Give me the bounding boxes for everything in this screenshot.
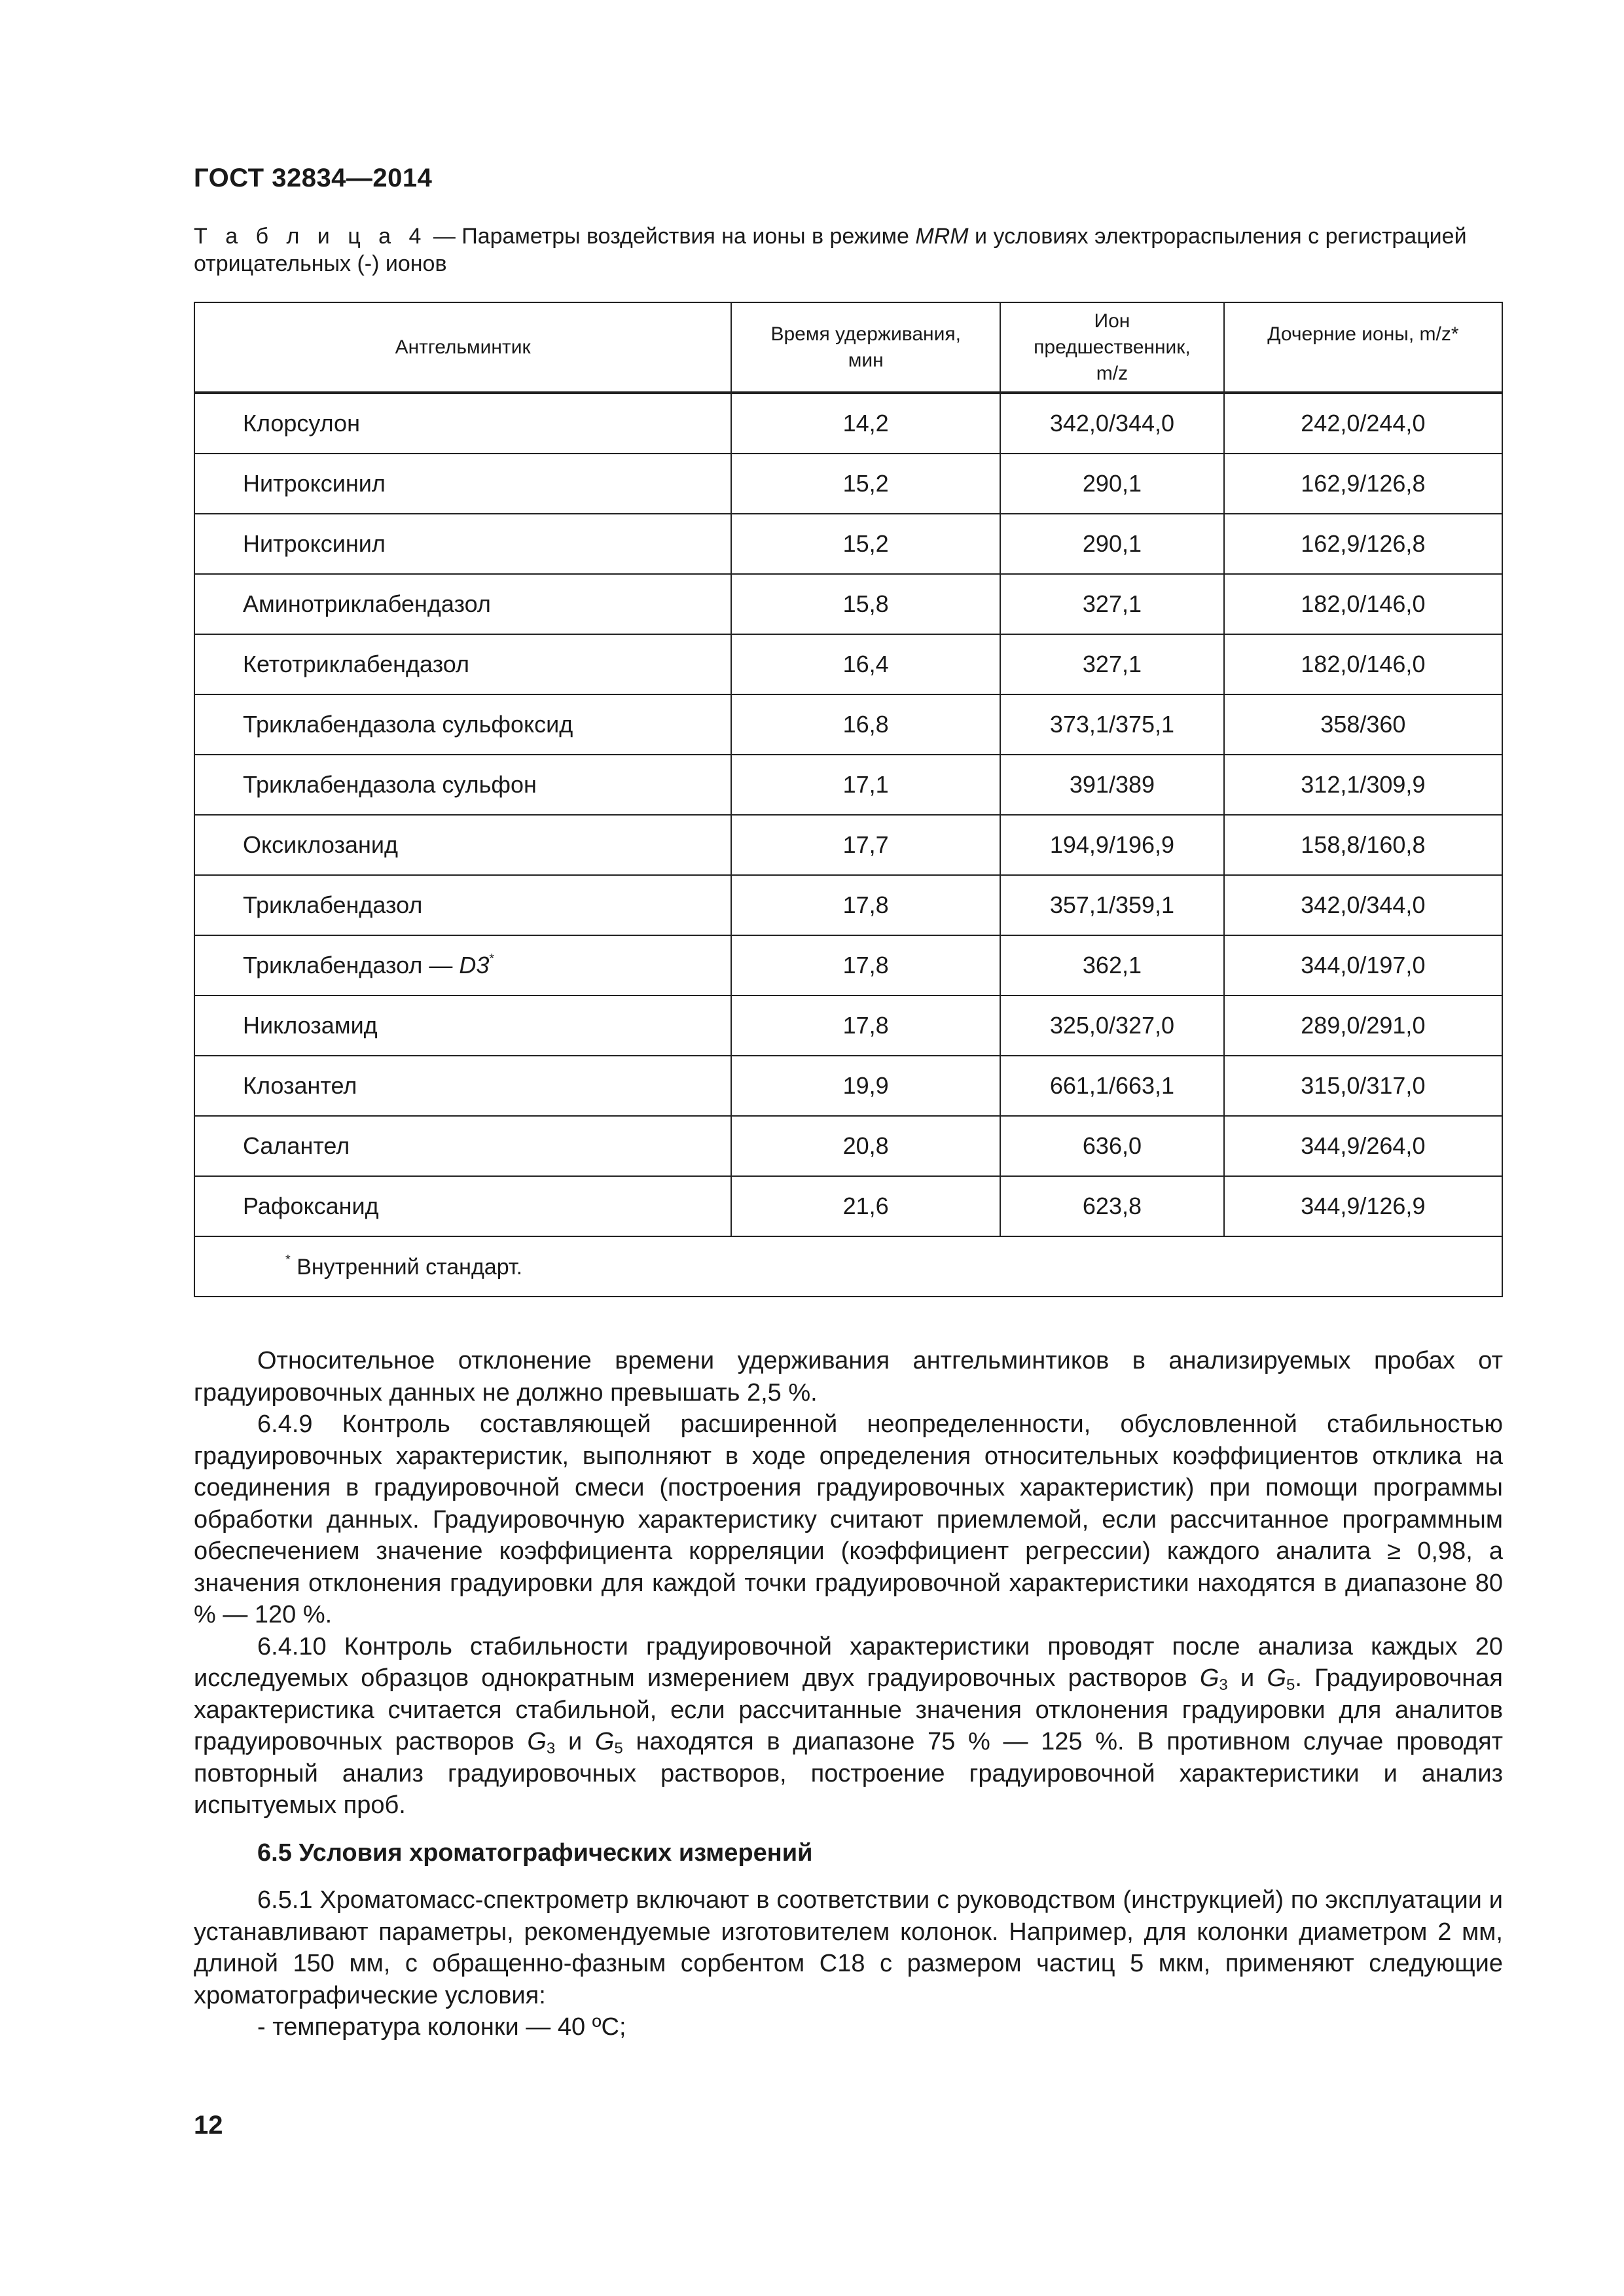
cell-name: Оксиклозанид bbox=[194, 815, 731, 875]
cell-name-italic: D3 bbox=[459, 952, 490, 978]
table-row bbox=[194, 574, 1502, 634]
table-row bbox=[194, 996, 1502, 1056]
table-row bbox=[194, 815, 1502, 875]
cell-time: 17,8 bbox=[731, 875, 1000, 935]
cell-name: Клорсулон bbox=[194, 393, 731, 454]
cell-name bbox=[194, 935, 731, 996]
g5-symbol: G bbox=[1267, 1664, 1286, 1692]
table-footnote bbox=[194, 1236, 1502, 1297]
cell-name: Кетотриклабендазол bbox=[194, 634, 731, 694]
cell-daughter: 158,8/160,8 bbox=[1224, 815, 1502, 875]
cell-name: Нитроксинил bbox=[194, 514, 731, 574]
cell-time: 15,2 bbox=[731, 514, 1000, 574]
cell-name: Триклабендазола сульфон bbox=[194, 755, 731, 815]
p3-and-2: и bbox=[555, 1728, 595, 1755]
cell-precursor: 194,9/196,9 bbox=[1000, 815, 1224, 875]
cell-name-footnote-mark: * bbox=[489, 952, 495, 966]
g5-subscript: 5 bbox=[1286, 1676, 1295, 1694]
g3-symbol: G bbox=[1199, 1664, 1219, 1692]
cell-daughter: 315,0/317,0 bbox=[1224, 1056, 1502, 1116]
cell-daughter: 289,0/291,0 bbox=[1224, 996, 1502, 1056]
paragraph-6-4-9: 6.4.9 Контроль составляющей расширенной неопределенности, обусловленной стабильностью градуировочных характеристик, выполняют в ходе определения относительных коэффициентов отклика на соединения в градуировочной смеси (построения градуировочных характеристик) при помощи программы обработки данных. Градуировочную характеристику считают приемлемой, если рассчитанное программным обеспечением значение коэффициента корреляции (коэффициент регрессии) каждого аналита ≥ 0,98, а значения отклонения градуировки для каждой точки градуировочной характеристики находятся в диапазоне 80 % — 120 %. bbox=[194, 1410, 1503, 1628]
p3-part-b: . Градуировочная характеристика считается стабильной, если рассчитанные значения отклонения градуировки для аналитов градуировочных растворов bbox=[194, 1664, 1503, 1755]
cell-name: Триклабендазола сульфоксид bbox=[194, 694, 731, 755]
cell-time: 16,8 bbox=[731, 694, 1000, 755]
header-retention-time-text: Время удерживания, мин bbox=[770, 323, 961, 371]
cell-daughter: 182,0/146,0 bbox=[1224, 634, 1502, 694]
document-header: ГОСТ 32834—2014 bbox=[194, 164, 433, 192]
cell-daughter: 358/360 bbox=[1224, 694, 1502, 755]
cell-daughter: 242,0/244,0 bbox=[1224, 393, 1502, 454]
cell-daughter: 162,9/126,8 bbox=[1224, 514, 1502, 574]
table-body bbox=[194, 393, 1502, 1297]
cell-time: 17,7 bbox=[731, 815, 1000, 875]
table-row bbox=[194, 1056, 1502, 1116]
cell-daughter: 344,9/264,0 bbox=[1224, 1116, 1502, 1176]
cell-daughter: 342,0/344,0 bbox=[1224, 875, 1502, 935]
p3-part-c: находятся в диапазоне 75 % — 125 %. В противном случае проводят повторный анализ градуировочных растворов, построение градуировочной характеристики и анализ испытуемых проб. bbox=[194, 1728, 1504, 1819]
table-row bbox=[194, 454, 1502, 514]
cell-precursor: 325,0/327,0 bbox=[1000, 996, 1224, 1056]
cell-name: Никлозамид bbox=[194, 996, 731, 1056]
cell-daughter: 344,9/126,9 bbox=[1224, 1176, 1502, 1236]
cell-name: Нитроксинил bbox=[194, 454, 731, 514]
table-row bbox=[194, 634, 1502, 694]
cell-precursor: 357,1/359,1 bbox=[1000, 875, 1224, 935]
cell-name: Аминотриклабендазол bbox=[194, 574, 731, 634]
cell-time: 17,8 bbox=[731, 935, 1000, 996]
g5-subscript-2: 5 bbox=[614, 1740, 623, 1757]
header-precursor-ion-text: Ион предшественник, m/z bbox=[1034, 310, 1191, 384]
cell-precursor: 327,1 bbox=[1000, 574, 1224, 634]
cell-precursor: 290,1 bbox=[1000, 514, 1224, 574]
cell-precursor: 362,1 bbox=[1000, 935, 1224, 996]
cell-daughter: 344,0/197,0 bbox=[1224, 935, 1502, 996]
page-number: 12 bbox=[194, 2111, 223, 2140]
table-caption-mrm: MRM bbox=[915, 224, 969, 249]
cell-precursor: 636,0 bbox=[1000, 1116, 1224, 1176]
cell-precursor: 373,1/375,1 bbox=[1000, 694, 1224, 755]
table-caption-label: Т а б л и ц а 4 bbox=[194, 224, 427, 249]
cell-name: Клозантел bbox=[194, 1056, 731, 1116]
g3-subscript: 3 bbox=[1219, 1676, 1228, 1694]
cell-precursor: 342,0/344,0 bbox=[1000, 393, 1224, 454]
g3-symbol-2: G bbox=[527, 1728, 547, 1755]
cell-name: Рафоксанид bbox=[194, 1176, 731, 1236]
cell-name-prefix: Триклабендазол — bbox=[243, 952, 460, 978]
parameters-table bbox=[194, 302, 1503, 1297]
table-footnote-row bbox=[194, 1236, 1502, 1297]
table-row bbox=[194, 755, 1502, 815]
list-item-column-temperature: - температура колонки — 40 ºС; bbox=[257, 2013, 626, 2041]
cell-name: Салантел bbox=[194, 1116, 731, 1176]
g3-subscript-2: 3 bbox=[546, 1740, 556, 1757]
cell-precursor: 290,1 bbox=[1000, 454, 1224, 514]
cell-time: 17,1 bbox=[731, 755, 1000, 815]
cell-name: Триклабендазол bbox=[194, 875, 731, 935]
paragraph-6-4-10 bbox=[194, 1631, 1503, 1821]
table-row bbox=[194, 514, 1502, 574]
header-daughter-ions-text: Дочерние ионы, m/z* bbox=[1267, 323, 1459, 345]
table-caption-part1: — Параметры воздействия на ионы в режиме bbox=[427, 224, 916, 249]
cell-time: 14,2 bbox=[731, 393, 1000, 454]
cell-time: 17,8 bbox=[731, 996, 1000, 1056]
paragraph-6-5-1: 6.5.1 Хроматомасс-спектрометр включают в соответствии с руководством (инструкцией) по эксплуатации и устанавливают параметры, рекомендуемые изготовителем колонок. Например, для колонки диаметром 2 мм, длиной 150 мм, с обращенно-фазным сорбентом С18 с размером частиц 5 мкм, применяют следующие хроматографические условия: bbox=[194, 1886, 1503, 2009]
cell-time: 19,9 bbox=[731, 1056, 1000, 1116]
cell-time: 20,8 bbox=[731, 1116, 1000, 1176]
table-row bbox=[194, 393, 1502, 454]
table-header-row bbox=[194, 302, 1502, 393]
header-daughter-ions bbox=[1224, 302, 1502, 393]
table-caption-part2: и условиях электрораспыления с регистрацией отрицательных (-) ионов bbox=[194, 224, 1467, 276]
header-retention-time bbox=[731, 302, 1000, 393]
cell-precursor: 327,1 bbox=[1000, 634, 1224, 694]
header-precursor-ion bbox=[1000, 302, 1224, 393]
cell-daughter: 182,0/146,0 bbox=[1224, 574, 1502, 634]
cell-time: 16,4 bbox=[731, 634, 1000, 694]
table-row bbox=[194, 935, 1502, 996]
section-heading-6-5: 6.5 Условия хроматографических измерений bbox=[257, 1839, 813, 1867]
body-text bbox=[194, 1345, 1503, 2043]
g5-symbol-2: G bbox=[594, 1728, 615, 1755]
paragraph-retention-deviation: Относительное отклонение времени удерживания антгельминтиков в анализируемых пробах от градуировочных данных не должно превышать 2,5 %. bbox=[194, 1347, 1503, 1407]
p3-and: и bbox=[1227, 1664, 1267, 1692]
footnote-mark: * bbox=[285, 1253, 291, 1267]
cell-time: 15,2 bbox=[731, 454, 1000, 514]
cell-time: 21,6 bbox=[731, 1176, 1000, 1236]
header-anthelmintic: Антгельминтик bbox=[194, 302, 731, 393]
cell-daughter: 312,1/309,9 bbox=[1224, 755, 1502, 815]
table-caption bbox=[194, 223, 1503, 278]
cell-precursor: 623,8 bbox=[1000, 1176, 1224, 1236]
table-row bbox=[194, 1116, 1502, 1176]
p3-part-a: 6.4.10 Контроль стабильности градуировочной характеристики проводят после анализа каждых 20 исследуемых образцов однократным измерением двух градуировочных растворов bbox=[194, 1632, 1503, 1692]
cell-time: 15,8 bbox=[731, 574, 1000, 634]
cell-daughter: 162,9/126,8 bbox=[1224, 454, 1502, 514]
footnote-text: Внутренний стандарт. bbox=[290, 1255, 523, 1280]
table-row bbox=[194, 875, 1502, 935]
cell-precursor: 661,1/663,1 bbox=[1000, 1056, 1224, 1116]
table-row bbox=[194, 1176, 1502, 1236]
table-row bbox=[194, 694, 1502, 755]
cell-precursor: 391/389 bbox=[1000, 755, 1224, 815]
